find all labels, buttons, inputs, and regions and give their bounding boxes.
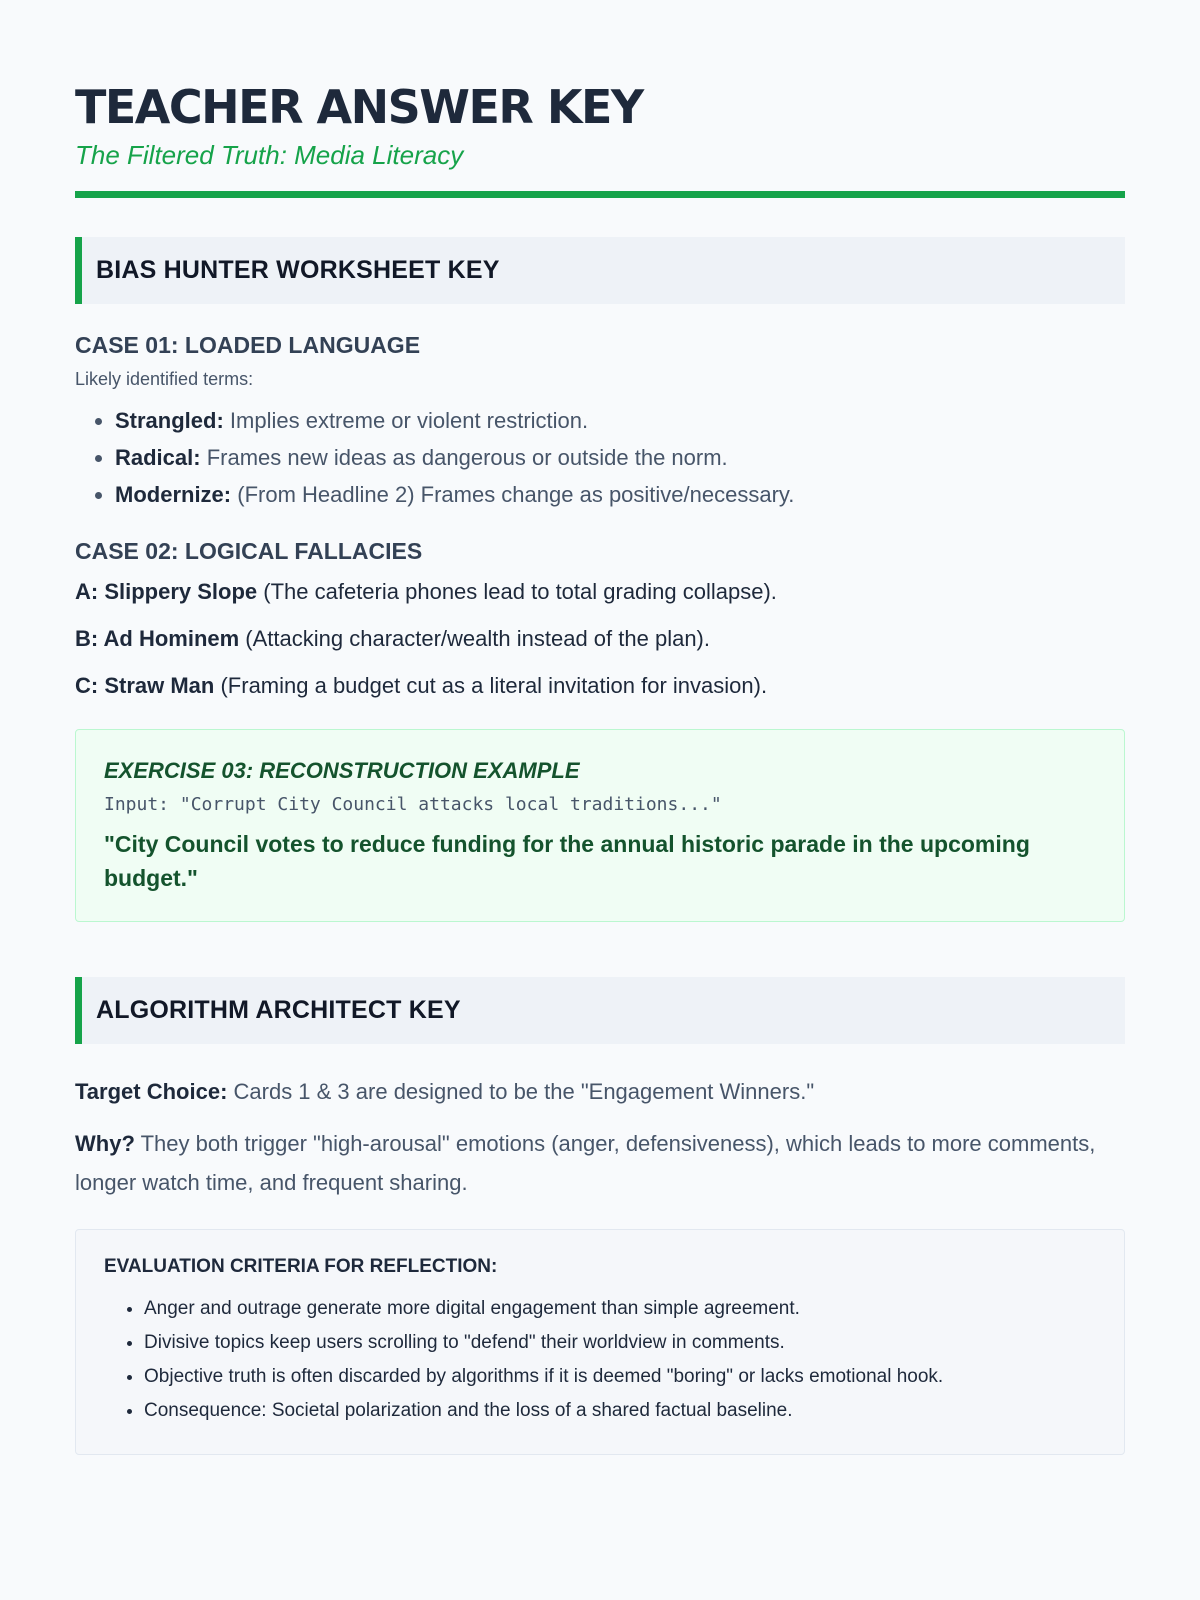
exercise-03-box [75,729,1125,922]
why-text: They both trigger "high-arousal" emotions (anger, defensiveness), which leads to more comments, longer watch time, and frequent sharing. [75,1131,1096,1195]
target-choice [75,1072,1125,1111]
list-item: • Consequence: Societal polarization and the loss of a shared factual baseline. [144,1394,1096,1428]
evaluation-criteria-box [75,1229,1125,1455]
exercise-03-input: Input: "Corrupt City Council attacks local traditions..." [104,794,722,815]
section-header-bias-hunter: BIAS HUNTER WORKSHEET KEY [75,237,1125,304]
term-label: Modernize: [115,482,232,507]
criteria-list [104,1292,1096,1428]
fallacy-b [75,624,1125,654]
term-label: Strangled: [115,408,224,433]
exercise-03-title: EXERCISE 03: RECONSTRUCTION EXAMPLE [104,758,580,783]
term-description: Implies extreme or violent restriction. [223,408,589,433]
case-01-title: CASE 01: LOADED LANGUAGE [75,332,421,358]
exercise-03-output: "City Council votes to reduce funding for the annual historic parade in the upcoming budget." [104,831,1030,891]
answer-key-page [75,0,1125,1455]
fallacy-label: B: Ad Hominem [75,626,240,651]
target-choice-text: Cards 1 & 3 are designed to be the "Engagement Winners." [227,1079,815,1104]
title-divider [75,191,1125,198]
fallacy-description: (Attacking character/wealth instead of the plan). [239,626,710,651]
fallacy-c [75,671,1125,701]
criteria-title: EVALUATION CRITERIA FOR REFLECTION: [104,1256,498,1277]
fallacy-description: (The cafeteria phones lead to total grading collapse). [257,579,777,604]
case-02-title: CASE 02: LOGICAL FALLACIES [75,538,423,564]
why-label: Why? [75,1131,135,1156]
list-item [115,476,1125,513]
list-item [115,439,1125,476]
loaded-terms-list [75,402,1125,513]
fallacy-label: C: Straw Man [75,673,215,698]
list-item [115,402,1125,439]
list-item: • Divisive topics keep users scrolling to "defend" their worldview in comments. [144,1326,1096,1360]
page-subtitle: The Filtered Truth: Media Literacy [75,140,464,170]
fallacy-label: A: Slippery Slope [75,579,258,604]
fallacy-a [75,577,1125,607]
why-explanation [75,1124,1125,1202]
case-01-intro: Likely identified terms: [75,369,254,389]
section-header-algorithm-architect: ALGORITHM ARCHITECT KEY [75,977,1125,1044]
term-description: (From Headline 2) Frames change as positive/necessary. [231,482,795,507]
term-description: Frames new ideas as dangerous or outside the norm. [200,445,728,470]
list-item: • Objective truth is often discarded by algorithms if it is deemed "boring" or lacks emotional hook. [144,1360,1096,1394]
page-title: TEACHER ANSWER KEY [75,80,643,134]
term-label: Radical: [115,445,201,470]
fallacy-description: (Framing a budget cut as a literal invitation for invasion). [214,673,768,698]
list-item: • Anger and outrage generate more digital engagement than simple agreement. [144,1292,1096,1326]
target-choice-label: Target Choice: [75,1079,228,1104]
